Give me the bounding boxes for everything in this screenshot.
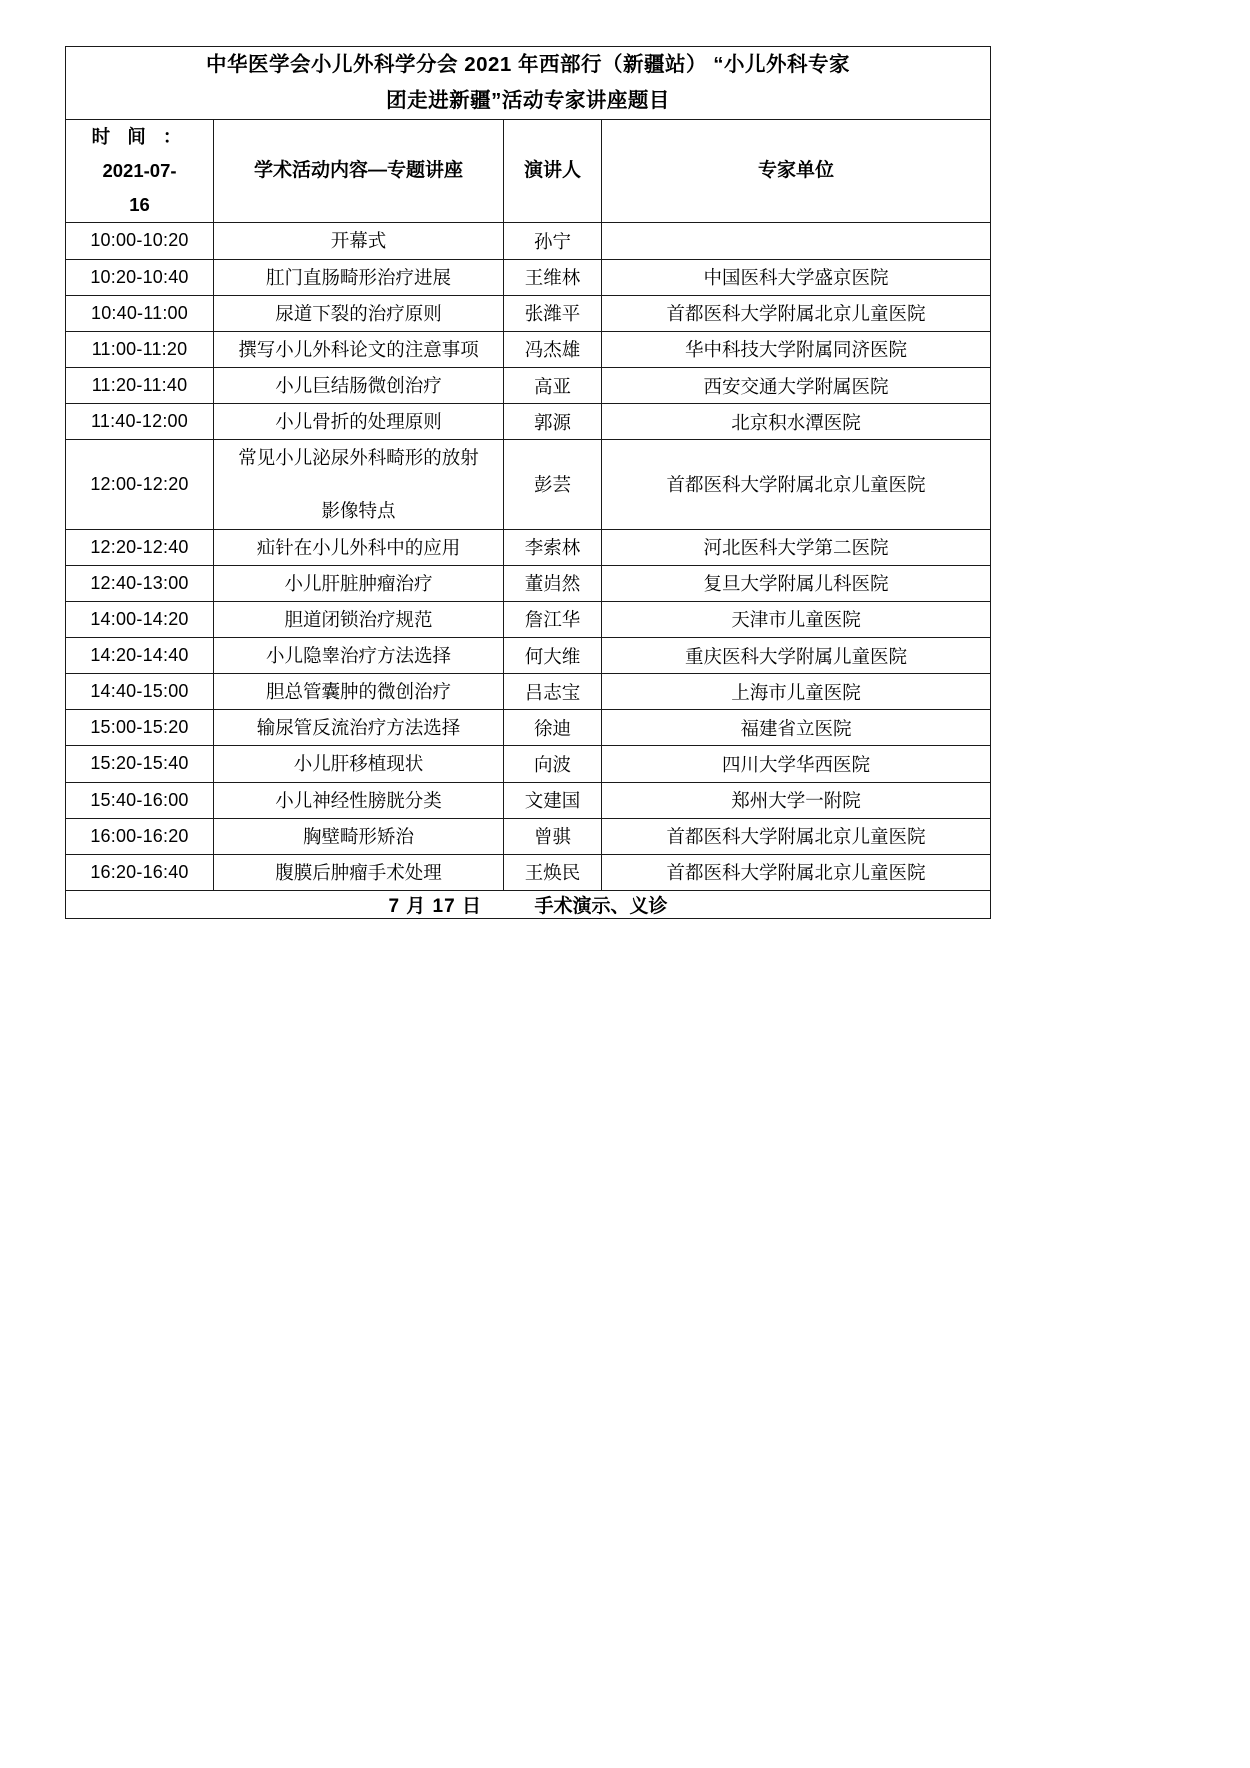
row-topic (214, 440, 504, 529)
document-title (66, 47, 991, 120)
row-organization (602, 223, 991, 259)
row-speaker: 徐迪 (504, 710, 602, 746)
row-topic-line: 肛门直肠畸形治疗进展 (265, 266, 451, 288)
row-topic (214, 404, 504, 440)
row-topic-line: 小儿肝脏肿瘤治疗 (284, 572, 433, 594)
row-topic-line: 影像特点 (321, 500, 396, 522)
header-time (66, 119, 214, 223)
table-row (66, 746, 991, 782)
row-time: 10:40-11:00 (66, 295, 214, 331)
table-body (66, 47, 991, 919)
row-topic (214, 295, 504, 331)
table-row (66, 854, 991, 890)
table-row (66, 637, 991, 673)
row-speaker: 张潍平 (504, 295, 602, 331)
row-speaker: 郭源 (504, 404, 602, 440)
row-time: 15:00-15:20 (66, 710, 214, 746)
row-speaker: 冯杰雄 (504, 331, 602, 367)
row-organization: 四川大学华西医院 (602, 746, 991, 782)
row-topic (214, 529, 504, 565)
table-row (66, 259, 991, 295)
header-time-date-2: 16 (129, 194, 150, 216)
row-speaker: 吕志宝 (504, 674, 602, 710)
row-organization: 天津市儿童医院 (602, 601, 991, 637)
schedule-table (65, 46, 991, 919)
row-speaker: 高亚 (504, 367, 602, 403)
row-organization: 复旦大学附属儿科医院 (602, 565, 991, 601)
title-line-1: 中华医学会小儿外科学分会 2021 年西部行（新疆站） “小儿外科专家 (206, 53, 850, 76)
header-time-label: 时 间 ： (91, 125, 188, 147)
row-time: 16:00-16:20 (66, 818, 214, 854)
row-topic (214, 818, 504, 854)
row-organization: 华中科技大学附属同济医院 (602, 331, 991, 367)
row-topic-line: 小儿巨结肠微创治疗 (275, 374, 442, 396)
row-topic-line: 输尿管反流治疗方法选择 (256, 717, 461, 739)
row-time: 10:20-10:40 (66, 259, 214, 295)
row-topic (214, 367, 504, 403)
row-topic (214, 331, 504, 367)
row-topic (214, 565, 504, 601)
row-topic-line: 开幕式 (330, 230, 387, 252)
row-time: 12:40-13:00 (66, 565, 214, 601)
footer-row (66, 890, 991, 918)
row-topic-line: 尿道下裂的治疗原则 (275, 302, 442, 324)
row-topic (214, 674, 504, 710)
row-time: 11:20-11:40 (66, 367, 214, 403)
row-topic-line: 撰写小儿外科论文的注意事项 (238, 338, 479, 360)
row-organization: 中国医科大学盛京医院 (602, 259, 991, 295)
row-topic-line: 小儿骨折的处理原则 (275, 411, 442, 433)
row-organization: 郑州大学一附院 (602, 782, 991, 818)
header-topic: 学术活动内容—专题讲座 (214, 119, 504, 223)
row-topic (214, 746, 504, 782)
row-topic-line: 胸壁畸形矫治 (302, 825, 414, 847)
row-organization: 河北医科大学第二医院 (602, 529, 991, 565)
row-time: 14:40-15:00 (66, 674, 214, 710)
table-row (66, 529, 991, 565)
table-row (66, 295, 991, 331)
row-topic (214, 223, 504, 259)
row-time: 15:20-15:40 (66, 746, 214, 782)
header-row (66, 119, 991, 223)
row-organization: 首都医科大学附属北京儿童医院 (602, 440, 991, 529)
row-speaker: 文建国 (504, 782, 602, 818)
table-row (66, 565, 991, 601)
row-speaker: 彭芸 (504, 440, 602, 529)
row-topic (214, 259, 504, 295)
row-speaker: 向波 (504, 746, 602, 782)
table-row (66, 782, 991, 818)
footer-activity: 手术演示、义诊 (534, 895, 668, 917)
row-organization: 首都医科大学附属北京儿童医院 (602, 295, 991, 331)
footer-date: 7 月 17 日 (388, 895, 482, 917)
row-topic (214, 637, 504, 673)
row-topic-line: 小儿肝移植现状 (293, 753, 424, 775)
table-row (66, 818, 991, 854)
table-row (66, 440, 991, 529)
table-row (66, 404, 991, 440)
row-speaker: 王维林 (504, 259, 602, 295)
row-time: 16:20-16:40 (66, 854, 214, 890)
row-speaker: 孙宁 (504, 223, 602, 259)
row-organization: 重庆医科大学附属儿童医院 (602, 637, 991, 673)
table-row (66, 710, 991, 746)
row-time: 12:00-12:20 (66, 440, 214, 529)
row-time: 15:40-16:00 (66, 782, 214, 818)
table-row (66, 674, 991, 710)
row-speaker: 王焕民 (504, 854, 602, 890)
row-time: 11:00-11:20 (66, 331, 214, 367)
row-topic (214, 782, 504, 818)
row-topic-line: 小儿神经性膀胱分类 (275, 789, 442, 811)
row-speaker: 何大维 (504, 637, 602, 673)
table-row (66, 367, 991, 403)
header-speaker: 演讲人 (504, 119, 602, 223)
row-speaker: 曾骐 (504, 818, 602, 854)
row-speaker: 詹江华 (504, 601, 602, 637)
row-topic-line: 胆总管囊肿的微创治疗 (265, 681, 451, 703)
row-time: 11:40-12:00 (66, 404, 214, 440)
row-speaker: 董岿然 (504, 565, 602, 601)
header-organization: 专家单位 (602, 119, 991, 223)
row-time: 14:20-14:40 (66, 637, 214, 673)
row-organization: 首都医科大学附属北京儿童医院 (602, 818, 991, 854)
row-time: 14:00-14:20 (66, 601, 214, 637)
row-organization: 北京积水潭医院 (602, 404, 991, 440)
header-time-date-1: 2021-07- (102, 159, 177, 181)
table-row (66, 601, 991, 637)
footer-note (66, 890, 991, 918)
row-topic-line: 腹膜后肿瘤手术处理 (275, 861, 442, 883)
row-topic-line: 胆道闭锁治疗规范 (284, 608, 433, 630)
row-organization: 首都医科大学附属北京儿童医院 (602, 854, 991, 890)
row-topic-line: 小儿隐睾治疗方法选择 (265, 644, 451, 666)
row-time: 12:20-12:40 (66, 529, 214, 565)
row-topic-line: 疝针在小儿外科中的应用 (256, 536, 461, 558)
title-line-2: 团走进新疆”活动专家讲座题目 (386, 88, 670, 112)
row-organization: 西安交通大学附属医院 (602, 367, 991, 403)
row-topic (214, 601, 504, 637)
row-organization: 上海市儿童医院 (602, 674, 991, 710)
row-topic (214, 710, 504, 746)
row-topic-line: 常见小儿泌尿外科畸形的放射 (238, 447, 479, 469)
table-row (66, 223, 991, 259)
title-row (66, 47, 991, 120)
row-time: 10:00-10:20 (66, 223, 214, 259)
table-row (66, 331, 991, 367)
row-topic (214, 854, 504, 890)
row-organization: 福建省立医院 (602, 710, 991, 746)
row-speaker: 李索林 (504, 529, 602, 565)
